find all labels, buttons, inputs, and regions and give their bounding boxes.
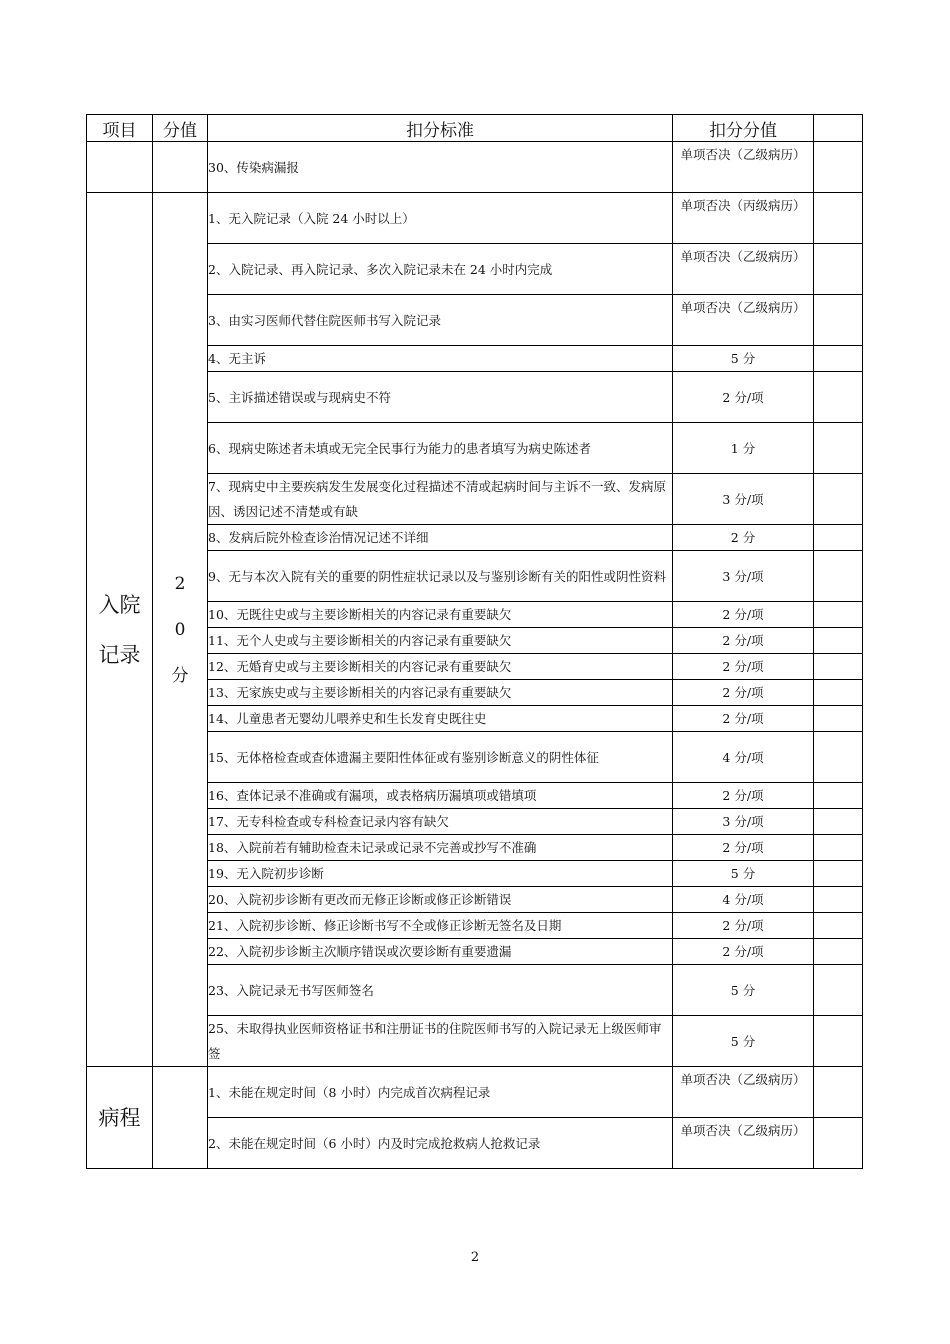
table-row (87, 1067, 863, 1118)
table-body (87, 142, 863, 1169)
category-admission-record (87, 193, 153, 1067)
category-label: 入院记录 (98, 592, 141, 667)
criterion-cell: 14、儿童患者无婴幼儿喂养史和生长发育史既往史 (208, 706, 673, 732)
criterion-cell: 25、未取得执业医师资格证书和注册证书的住院医师书写的入院记录无上级医师审签 (208, 1016, 673, 1067)
deduction-value-cell: 2 分/项 (673, 654, 814, 680)
deduction-value-cell: 5 分 (673, 965, 814, 1016)
blank-cell (814, 732, 863, 783)
deduction-value-cell: 2 分/项 (673, 680, 814, 706)
criterion-cell: 5、主诉描述错误或与现病史不符 (208, 372, 673, 423)
blank-cell (814, 1067, 863, 1118)
criterion-cell: 4、无主诉 (208, 346, 673, 372)
blank-cell (814, 602, 863, 628)
criterion-cell: 8、发病后院外检查诊治情况记述不详细 (208, 525, 673, 551)
blank-cell (814, 809, 863, 835)
blank-cell (814, 1016, 863, 1067)
criterion-cell: 1、无入院记录（入院 24 小时以上） (208, 193, 673, 244)
criterion-cell: 10、无既往史或与主要诊断相关的内容记录有重要缺欠 (208, 602, 673, 628)
deduction-value-cell: 1 分 (673, 423, 814, 474)
deduction-value-cell: 5 分 (673, 346, 814, 372)
criterion-cell: 15、无体格检查或查体遗漏主要阳性体征或有鉴别诊断意义的阴性体征 (208, 732, 673, 783)
header-score: 分值 (153, 115, 208, 142)
blank-cell (814, 913, 863, 939)
deduction-value-cell: 2 分/项 (673, 706, 814, 732)
category-progress-note (87, 1067, 153, 1169)
header-item: 项目 (87, 115, 153, 142)
criterion-cell: 17、无专科检查或专科检查记录内容有缺欠 (208, 809, 673, 835)
deduction-value-cell: 3 分/项 (673, 474, 814, 525)
blank-cell (814, 706, 863, 732)
blank-cell (814, 783, 863, 809)
blank-cell (814, 346, 863, 372)
deduction-value-cell: 2 分/项 (673, 835, 814, 861)
deduction-value-cell: 2 分/项 (673, 602, 814, 628)
blank-cell (814, 965, 863, 1016)
deduction-value-cell: 2 分/项 (673, 372, 814, 423)
criterion-cell: 18、入院前若有辅助检查未记录或记录不完善或抄写不准确 (208, 835, 673, 861)
criterion-cell: 16、查体记录不准确或有漏项，或表格病历漏填项或错填项 (208, 783, 673, 809)
blank-cell (814, 939, 863, 965)
deduction-value-cell: 2 分 (673, 525, 814, 551)
deduction-value-cell: 单项否决（乙级病历） (673, 295, 814, 346)
blank-cell (814, 193, 863, 244)
table-row (87, 193, 863, 244)
blank-cell (814, 551, 863, 602)
blank-cell (814, 887, 863, 913)
scoring-table (86, 114, 863, 1169)
score-label: 20分 (171, 573, 189, 686)
criterion-cell: 19、无入院初步诊断 (208, 861, 673, 887)
deduction-value-cell: 单项否决（乙级病历） (673, 1067, 814, 1118)
criterion-cell: 23、入院记录无书写医师签名 (208, 965, 673, 1016)
category-blank (87, 142, 153, 193)
blank-cell (814, 244, 863, 295)
header-blank (814, 115, 863, 142)
blank-cell (814, 835, 863, 861)
deduction-value-cell: 2 分/项 (673, 628, 814, 654)
page-number: 2 (470, 1250, 480, 1265)
blank-cell (814, 142, 863, 193)
deduction-value-cell: 单项否决（乙级病历） (673, 244, 814, 295)
deduction-value-cell: 4 分/项 (673, 732, 814, 783)
criterion-cell: 3、由实习医师代替住院医师书写入院记录 (208, 295, 673, 346)
blank-cell (814, 525, 863, 551)
deduction-value-cell: 3 分/项 (673, 809, 814, 835)
deduction-value-cell: 2 分/项 (673, 783, 814, 809)
category-label: 病程 (98, 1105, 141, 1130)
criterion-cell: 20、入院初步诊断有更改而无修正诊断或修正诊断错误 (208, 887, 673, 913)
section-score (153, 193, 208, 1067)
deduction-value-cell: 3 分/项 (673, 551, 814, 602)
blank-cell (814, 861, 863, 887)
blank-cell (814, 1118, 863, 1169)
criterion-cell: 2、入院记录、再入院记录、多次入院记录未在 24 小时内完成 (208, 244, 673, 295)
deduction-value-cell: 单项否决（丙级病历） (673, 193, 814, 244)
blank-cell (814, 654, 863, 680)
criterion-cell: 21、入院初步诊断、修正诊断书写不全或修正诊断无签名及日期 (208, 913, 673, 939)
criterion-cell: 9、无与本次入院有关的重要的阴性症状记录以及与鉴别诊断有关的阳性或阴性资料 (208, 551, 673, 602)
blank-cell (814, 628, 863, 654)
deduction-value-cell: 5 分 (673, 1016, 814, 1067)
header-criteria: 扣分标准 (208, 115, 673, 142)
criterion-cell: 11、无个人史或与主要诊断相关的内容记录有重要缺欠 (208, 628, 673, 654)
deduction-value-cell: 4 分/项 (673, 887, 814, 913)
blank-cell (814, 680, 863, 706)
criterion-cell: 13、无家族史或与主要诊断相关的内容记录有重要缺欠 (208, 680, 673, 706)
blank-cell (814, 372, 863, 423)
criterion-cell: 6、现病史陈述者未填或无完全民事行为能力的患者填写为病史陈述者 (208, 423, 673, 474)
section-score (153, 1067, 208, 1169)
deduction-value-cell: 5 分 (673, 861, 814, 887)
deduction-value-cell: 2 分/项 (673, 913, 814, 939)
blank-cell (814, 423, 863, 474)
blank-cell (814, 295, 863, 346)
criterion-cell: 1、未能在规定时间（8 小时）内完成首次病程记录 (208, 1067, 673, 1118)
deduction-value-cell: 单项否决（乙级病历） (673, 1118, 814, 1169)
header-row (87, 115, 863, 142)
deduction-value-cell: 单项否决（乙级病历） (673, 142, 814, 193)
criterion-cell: 12、无婚育史或与主要诊断相关的内容记录有重要缺欠 (208, 654, 673, 680)
criterion-cell: 7、现病史中主要疾病发生发展变化过程描述不清或起病时间与主诉不一致、发病原因、诱因记述不清楚或有缺 (208, 474, 673, 525)
blank-cell (814, 474, 863, 525)
deduction-value-cell: 2 分/项 (673, 939, 814, 965)
criterion-cell: 22、入院初步诊断主次顺序错误或次要诊断有重要遗漏 (208, 939, 673, 965)
section-score (153, 142, 208, 193)
table-row (87, 142, 863, 193)
header-deduction: 扣分分值 (673, 115, 814, 142)
criterion-cell: 2、未能在规定时间（6 小时）内及时完成抢救病人抢救记录 (208, 1118, 673, 1169)
criterion-cell: 30、传染病漏报 (208, 142, 673, 193)
